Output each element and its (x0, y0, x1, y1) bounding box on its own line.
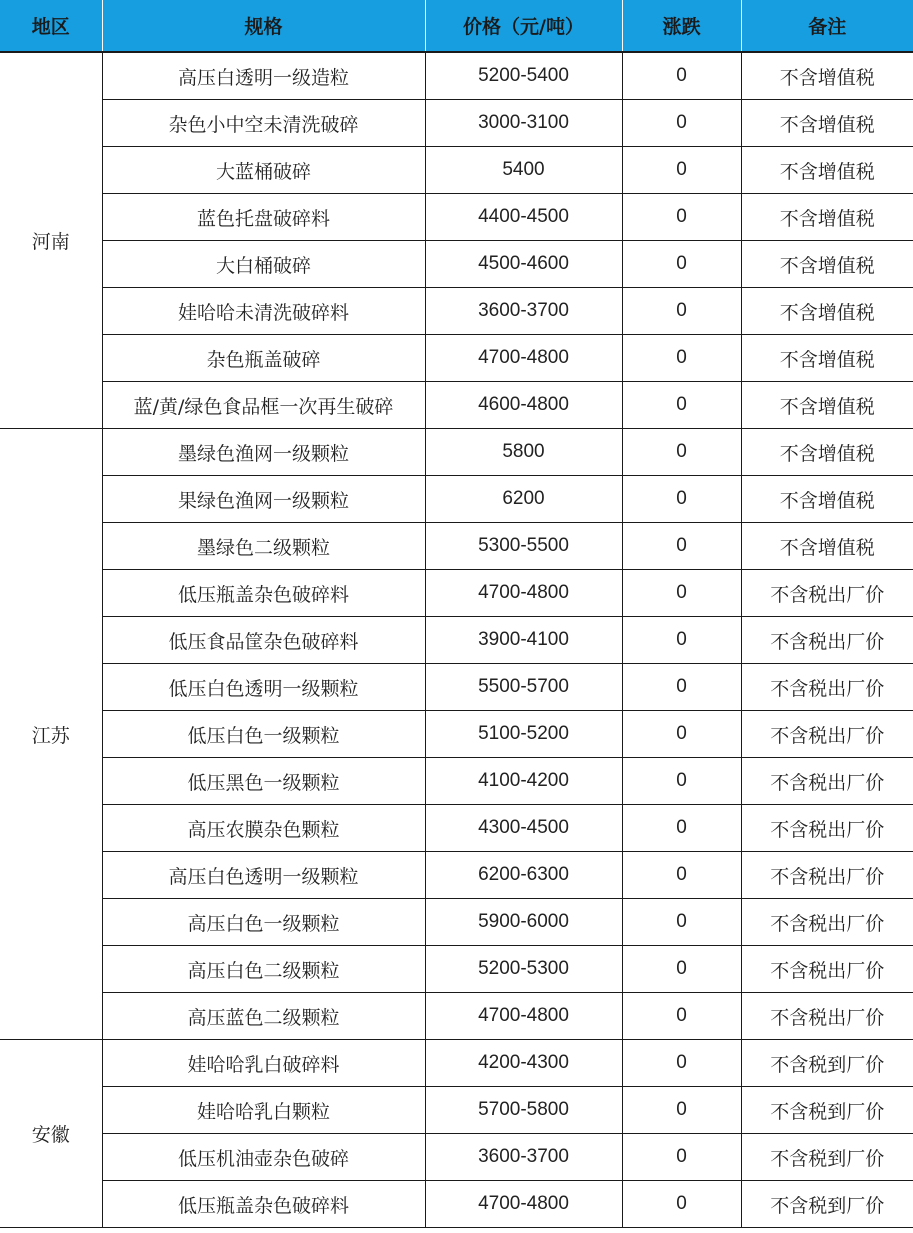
change-cell: 0 (622, 1181, 741, 1228)
table-row (0, 194, 913, 241)
table-row (0, 946, 913, 993)
region-cell: 河南 (0, 52, 102, 429)
note-cell: 不含税到厂价 (741, 1087, 913, 1134)
price-cell: 4400-4500 (425, 194, 622, 241)
region-cell: 安徽 (0, 1040, 102, 1228)
table-row (0, 570, 913, 617)
spec-cell: 低压食品筐杂色破碎料 (102, 617, 425, 664)
spec-cell: 低压黑色一级颗粒 (102, 758, 425, 805)
header-note: 备注 (741, 0, 913, 52)
spec-cell: 低压白色一级颗粒 (102, 711, 425, 758)
note-cell: 不含税出厂价 (741, 711, 913, 758)
header-price: 价格（元/吨） (425, 0, 622, 52)
table-row (0, 664, 913, 711)
table-row (0, 805, 913, 852)
price-cell: 4700-4800 (425, 993, 622, 1040)
spec-cell: 果绿色渔网一级颗粒 (102, 476, 425, 523)
note-cell: 不含增值税 (741, 52, 913, 100)
table-row (0, 1087, 913, 1134)
price-cell: 5100-5200 (425, 711, 622, 758)
price-cell: 5200-5300 (425, 946, 622, 993)
table-row (0, 335, 913, 382)
change-cell: 0 (622, 946, 741, 993)
change-cell: 0 (622, 617, 741, 664)
change-cell: 0 (622, 100, 741, 147)
change-cell: 0 (622, 570, 741, 617)
price-cell: 4300-4500 (425, 805, 622, 852)
spec-cell: 大白桶破碎 (102, 241, 425, 288)
note-cell: 不含税到厂价 (741, 1134, 913, 1181)
price-cell: 3600-3700 (425, 288, 622, 335)
note-cell: 不含增值税 (741, 100, 913, 147)
change-cell: 0 (622, 1134, 741, 1181)
price-cell: 4100-4200 (425, 758, 622, 805)
note-cell: 不含增值税 (741, 476, 913, 523)
price-cell: 4200-4300 (425, 1040, 622, 1087)
header-region: 地区 (0, 0, 102, 52)
change-cell: 0 (622, 852, 741, 899)
price-cell: 4600-4800 (425, 382, 622, 429)
spec-cell: 高压白色一级颗粒 (102, 899, 425, 946)
price-cell: 3900-4100 (425, 617, 622, 664)
change-cell: 0 (622, 1087, 741, 1134)
change-cell: 0 (622, 52, 741, 100)
table-row (0, 617, 913, 664)
spec-cell: 杂色小中空未清洗破碎 (102, 100, 425, 147)
spec-cell: 蓝色托盘破碎料 (102, 194, 425, 241)
table-row (0, 523, 913, 570)
table-row (0, 241, 913, 288)
price-cell: 4700-4800 (425, 1181, 622, 1228)
region-cell: 江苏 (0, 429, 102, 1040)
spec-cell: 墨绿色二级颗粒 (102, 523, 425, 570)
change-cell: 0 (622, 664, 741, 711)
note-cell: 不含税出厂价 (741, 852, 913, 899)
price-cell: 5300-5500 (425, 523, 622, 570)
note-cell: 不含税出厂价 (741, 570, 913, 617)
spec-cell: 蓝/黄/绿色食品框一次再生破碎 (102, 382, 425, 429)
table-row (0, 288, 913, 335)
table-body (0, 52, 913, 1228)
change-cell: 0 (622, 711, 741, 758)
note-cell: 不含税出厂价 (741, 664, 913, 711)
change-cell: 0 (622, 805, 741, 852)
header-change: 涨跌 (622, 0, 741, 52)
price-cell: 5200-5400 (425, 52, 622, 100)
note-cell: 不含增值税 (741, 194, 913, 241)
spec-cell: 娃哈哈乳白颗粒 (102, 1087, 425, 1134)
change-cell: 0 (622, 476, 741, 523)
change-cell: 0 (622, 194, 741, 241)
table-row (0, 382, 913, 429)
change-cell: 0 (622, 899, 741, 946)
price-cell: 4700-4800 (425, 570, 622, 617)
table-row (0, 993, 913, 1040)
price-cell: 3600-3700 (425, 1134, 622, 1181)
table-header (0, 0, 913, 52)
note-cell: 不含增值税 (741, 382, 913, 429)
price-cell: 5700-5800 (425, 1087, 622, 1134)
spec-cell: 高压白色透明一级颗粒 (102, 852, 425, 899)
note-cell: 不含增值税 (741, 241, 913, 288)
spec-cell: 高压白透明一级造粒 (102, 52, 425, 100)
spec-cell: 高压农膜杂色颗粒 (102, 805, 425, 852)
note-cell: 不含税出厂价 (741, 758, 913, 805)
note-cell: 不含增值税 (741, 288, 913, 335)
note-cell: 不含税出厂价 (741, 617, 913, 664)
spec-cell: 娃哈哈未清洗破碎料 (102, 288, 425, 335)
change-cell: 0 (622, 147, 741, 194)
spec-cell: 低压白色透明一级颗粒 (102, 664, 425, 711)
spec-cell: 墨绿色渔网一级颗粒 (102, 429, 425, 476)
change-cell: 0 (622, 429, 741, 476)
price-cell: 5400 (425, 147, 622, 194)
spec-cell: 低压机油壶杂色破碎 (102, 1134, 425, 1181)
header-spec: 规格 (102, 0, 425, 52)
table-row (0, 758, 913, 805)
note-cell: 不含税出厂价 (741, 946, 913, 993)
note-cell: 不含增值税 (741, 335, 913, 382)
price-cell: 5500-5700 (425, 664, 622, 711)
change-cell: 0 (622, 382, 741, 429)
change-cell: 0 (622, 241, 741, 288)
table-row (0, 1134, 913, 1181)
table-row (0, 100, 913, 147)
note-cell: 不含增值税 (741, 429, 913, 476)
note-cell: 不含税出厂价 (741, 805, 913, 852)
spec-cell: 低压瓶盖杂色破碎料 (102, 1181, 425, 1228)
change-cell: 0 (622, 335, 741, 382)
change-cell: 0 (622, 758, 741, 805)
note-cell: 不含税出厂价 (741, 899, 913, 946)
header-row (0, 0, 913, 52)
change-cell: 0 (622, 1040, 741, 1087)
spec-cell: 大蓝桶破碎 (102, 147, 425, 194)
note-cell: 不含增值税 (741, 147, 913, 194)
spec-cell: 高压白色二级颗粒 (102, 946, 425, 993)
table-row (0, 899, 913, 946)
change-cell: 0 (622, 288, 741, 335)
table-row (0, 1181, 913, 1228)
note-cell: 不含税到厂价 (741, 1181, 913, 1228)
price-cell: 6200-6300 (425, 852, 622, 899)
spec-cell: 高压蓝色二级颗粒 (102, 993, 425, 1040)
note-cell: 不含增值税 (741, 523, 913, 570)
price-cell: 4500-4600 (425, 241, 622, 288)
table-row (0, 711, 913, 758)
table-row (0, 852, 913, 899)
price-cell: 4700-4800 (425, 335, 622, 382)
spec-cell: 杂色瓶盖破碎 (102, 335, 425, 382)
change-cell: 0 (622, 993, 741, 1040)
spec-cell: 娃哈哈乳白破碎料 (102, 1040, 425, 1087)
table-row (0, 429, 913, 476)
price-cell: 6200 (425, 476, 622, 523)
table-row (0, 1040, 913, 1087)
change-cell: 0 (622, 523, 741, 570)
table-row (0, 52, 913, 100)
price-cell: 3000-3100 (425, 100, 622, 147)
price-cell: 5800 (425, 429, 622, 476)
note-cell: 不含税到厂价 (741, 1040, 913, 1087)
spec-cell: 低压瓶盖杂色破碎料 (102, 570, 425, 617)
price-cell: 5900-6000 (425, 899, 622, 946)
table-row (0, 147, 913, 194)
table-row (0, 476, 913, 523)
note-cell: 不含税出厂价 (741, 993, 913, 1040)
